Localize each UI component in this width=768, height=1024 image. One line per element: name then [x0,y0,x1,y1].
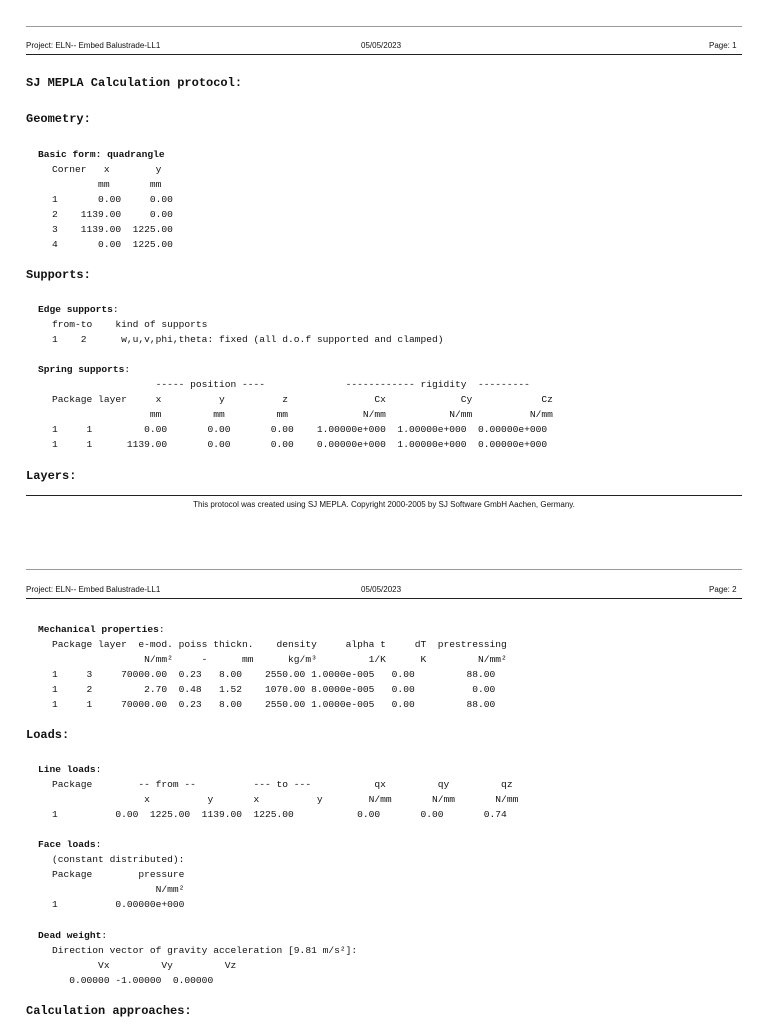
mechanical-properties-label: Mechanical properties [38,624,159,635]
table-row: (constant distributed): [52,854,185,865]
spring-supports-table [52,377,553,452]
table-row: Corner x y [52,164,162,175]
table-row: 1 3 70000.00 0.23 8.00 2550.00 1.0000e-005 0.00 88.00 [52,669,496,680]
page2-header-rule [26,598,742,599]
table-row: 1 2 w,u,v,phi,theta: fixed (all d.o.f supported and clamped) [52,334,444,345]
table-row: N/mm² - mm kg/m³ 1/K K N/mm² [52,654,507,665]
table-row: mm mm mm N/mm N/mm N/mm [52,409,553,420]
line-loads-table [52,777,518,822]
page2-page-number: Page: 2 [709,585,737,594]
page1-header-rule [26,54,742,55]
table-row: mm mm [52,179,162,190]
spring-supports-line: Spring supports: [38,364,131,375]
geometry-table [52,162,173,252]
page2-project-label: Project: ELN-- Embed Balustrade-LL1 [26,585,161,594]
face-loads-table [52,852,184,912]
line-loads-line: Line loads: [38,764,102,775]
basic-form-line [38,147,165,162]
calculation-approaches-heading: Calculation approaches: [26,1004,192,1018]
table-row: x y x y N/mm N/mm N/mm [52,794,519,805]
table-row: 2 1139.00 0.00 [52,209,173,220]
table-row: 1 1 1139.00 0.00 0.00 0.00000e+000 1.00000e+000 0.00000e+000 [52,439,548,450]
table-row: 0.00000 -1.00000 0.00000 [52,975,214,986]
line-loads-label: Line loads [38,764,96,775]
table-row: Vx Vy Vz [52,960,237,971]
table-row: Package -- from -- --- to --- qx qy qz [52,779,513,790]
basic-form-label: Basic form [38,149,96,160]
dead-weight-line: Dead weight: [38,930,108,941]
table-row: 1 0.00 1225.00 1139.00 1225.00 0.00 0.00 0.74 [52,809,507,820]
basic-form-value: : quadrangle [95,149,165,160]
loads-heading: Loads: [26,728,70,742]
mechanical-properties-line: Mechanical properties: [38,624,165,635]
table-row: 3 1139.00 1225.00 [52,224,173,235]
page2-top-rule [26,569,742,570]
spring-supports-label: Spring supports [38,364,125,375]
table-row: Direction vector of gravity acceleration [9.81 m/s²]: [52,945,358,956]
layers-heading: Layers: [26,469,77,483]
table-row: 1 1 70000.00 0.23 8.00 2550.00 1.0000e-005 0.00 88.00 [52,699,496,710]
page1-footer-rule [26,495,742,496]
table-row: 1 0.00000e+000 [52,899,185,910]
table-row: from-to kind of supports [52,319,208,330]
protocol-title: SJ MEPLA Calculation protocol: [26,76,243,90]
dead-weight-table [52,943,357,988]
table-row: 1 2 2.70 0.48 1.52 1070.00 8.0000e-005 0.00 0.00 [52,684,496,695]
table-row: 1 0.00 0.00 [52,194,173,205]
table-row: ----- position ---- ------------ rigidity --------- [52,379,530,390]
page1-page-number: Page: 1 [709,41,737,50]
edge-supports-label: Edge supports [38,304,113,315]
page1-date: 05/05/2023 [361,41,402,50]
table-row: N/mm² [52,884,185,895]
geometry-heading: Geometry: [26,112,91,126]
table-row: 1 1 0.00 0.00 0.00 1.00000e+000 1.00000e+000 0.00000e+000 [52,424,548,435]
edge-supports-line: Edge supports: [38,304,119,315]
face-loads-line: Face loads: [38,839,102,850]
supports-heading: Supports: [26,268,91,282]
page1-project-label: Project: ELN-- Embed Balustrade-LL1 [26,41,161,50]
table-row: 4 0.00 1225.00 [52,239,173,250]
mechanical-properties-table [52,637,507,712]
page1-top-rule [26,26,742,27]
page2-date: 05/05/2023 [361,585,402,594]
table-row: Package pressure [52,869,185,880]
table-row: Package layer x y z Cx Cy Cz [52,394,553,405]
face-loads-label: Face loads [38,839,96,850]
page1-footer-note: This protocol was created using SJ MEPLA. Copyright 2000-2005 by SJ Software GmbH Aachen, Germany. [193,500,575,509]
edge-supports-table [52,317,444,347]
dead-weight-label: Dead weight [38,930,102,941]
table-row: Package layer e-mod. poiss thickn. density alpha t dT prestressing [52,639,507,650]
